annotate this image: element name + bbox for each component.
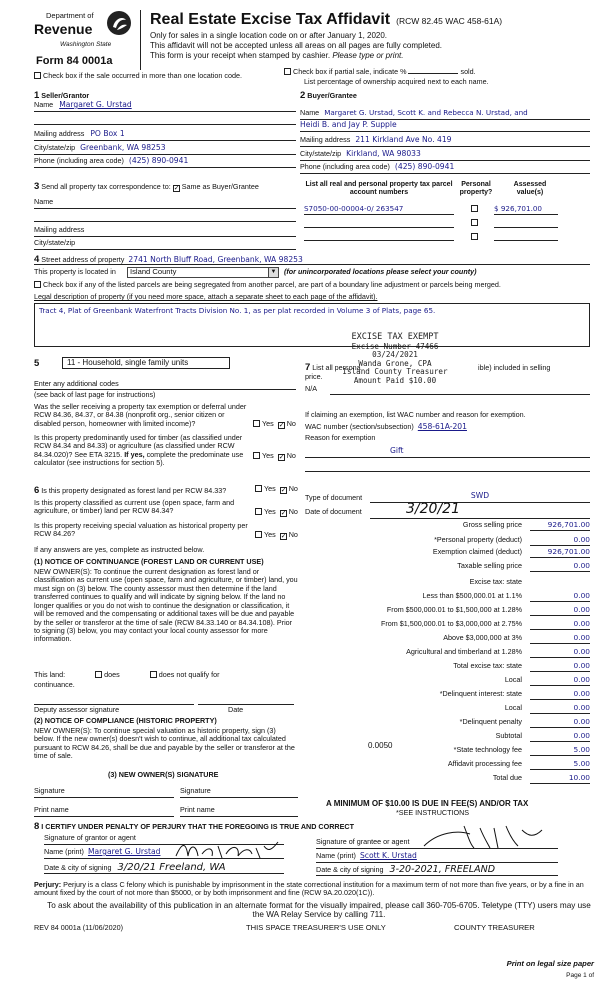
forest-question-text: Is this property designated as forest land per RCW 84.33? <box>41 486 227 495</box>
section-number-6: 6 <box>34 485 40 496</box>
owner-signature-1[interactable] <box>34 787 174 798</box>
wac-note: If claiming an exemption, list WAC number and reason for exemption. <box>305 410 526 419</box>
timber-yes-no <box>253 452 296 461</box>
tax-row <box>300 521 590 533</box>
does-qualify-checkbox[interactable] <box>95 671 102 678</box>
notice-1: Only for sales in a single location code on or after January 1, 2020. <box>150 31 388 40</box>
same-as-buyer-checkbox[interactable]: ✓ <box>173 185 180 192</box>
stamp-line-2: Excise Number 47466 <box>351 341 439 351</box>
grantor-signature-icon <box>172 838 282 862</box>
parcel-row-3[interactable] <box>304 231 454 241</box>
notice-3-italic: Please type or print. <box>332 51 404 60</box>
legal-size-note: Print on legal size paper <box>506 959 594 968</box>
grantor-name-value: Margaret G. Urstad <box>87 847 161 856</box>
doctype-value: SWD <box>470 491 490 500</box>
tax-row <box>300 718 590 730</box>
tax-row-value[interactable]: 0.00 <box>530 648 590 658</box>
owner-signature-2[interactable] <box>180 787 298 798</box>
docdate-field[interactable] <box>370 501 590 519</box>
form-title-text: Real Estate Excise Tax Affidavit <box>150 11 391 28</box>
alt-format-note: To ask about the availability of this publication in an alternate format for the visually impaired, please call 360-705-6705. Teletype (TTY) users may use the WA Relay Service by calling 711. <box>47 901 591 920</box>
tax-row-value[interactable]: 0.00 <box>530 676 590 686</box>
tax-row-value[interactable]: 926,701.00 <box>530 521 590 531</box>
corr-extra-line[interactable] <box>34 214 296 222</box>
tax-row-label: Local <box>504 675 522 684</box>
use-code-value: 11 - Household, single family units <box>67 358 189 367</box>
grantor-signature-label: Signature of grantor or agent <box>44 833 136 842</box>
section-number-2: 2 <box>300 90 306 101</box>
forest-no-label: No <box>288 484 298 493</box>
tax-row-value[interactable]: 5.00 <box>530 746 590 756</box>
tax-row-value[interactable]: 5.00 <box>530 760 590 770</box>
buyer-phone-field[interactable] <box>300 163 590 174</box>
tax-row-value[interactable]: 0.00 <box>530 620 590 630</box>
historic-question: Is this property receiving special valuation as historical property per RCW 84.26? <box>34 521 248 539</box>
parcel-number: S7050-00-00004-0/ 263547 <box>304 204 404 213</box>
seller-mailing-field[interactable] <box>34 130 296 141</box>
grantee-name-field[interactable] <box>316 852 558 863</box>
county-select[interactable] <box>127 267 279 278</box>
chevron-down-icon[interactable]: ▼ <box>268 268 278 277</box>
seller-name-label: Name <box>34 100 54 109</box>
timber-no-checkbox[interactable]: ✓ <box>278 454 285 461</box>
docdate-label: Date of document <box>305 507 362 516</box>
section7-label-tail: ible) included in selling <box>478 363 551 372</box>
timber-question-text: Is this property predominantly used for timber (as classified under RCW 84.34 and 84.33) or agriculture (as classified under RCW 84.34.020)? See ETA 3215. <box>34 433 243 459</box>
exemption-question <box>34 403 249 428</box>
tax-row-label: Above $3,000,000 at 3% <box>443 633 522 642</box>
wac-value: 458-61A-201 <box>417 422 467 431</box>
tax-row-label: Agricultural and timberland at 1.28% <box>406 647 522 656</box>
notice-compliance-heading: (2) NOTICE OF COMPLIANCE (HISTORIC PROPERTY) <box>34 716 217 725</box>
timber-question-bold: If yes, <box>124 449 145 459</box>
partial-sale-tail: sold. <box>460 67 476 76</box>
owner-signature-1-label: Signature <box>34 786 65 795</box>
tax-row <box>300 620 590 632</box>
tax-row <box>300 774 590 786</box>
buyer-mailing-label: Mailing address <box>300 135 351 144</box>
tax-row-value[interactable]: 0.00 <box>530 634 590 644</box>
exemption-yes-no <box>253 420 296 429</box>
tax-row-label: Affidavit processing fee <box>447 759 522 768</box>
historic-yes-checkbox[interactable] <box>255 531 262 538</box>
local-rate: 0.0050 <box>368 741 393 750</box>
assessed-row-3[interactable] <box>494 231 558 241</box>
buyer-city-value: Kirkland, WA 98033 <box>346 149 421 158</box>
doctype-field[interactable] <box>370 492 590 503</box>
corr-name-label: Name <box>34 197 54 206</box>
dept-line3: Washington State <box>60 41 112 48</box>
section-number-1: 1 <box>34 90 40 101</box>
stamp-line-1: EXCISE TAX EXEMPT <box>351 332 439 342</box>
tax-row-label: Total excise tax: state <box>453 661 522 670</box>
legal-description: Tract 4, Plat of Greenbank Waterfront Tracts Division No. 1, as per plat recorded in Volume 3 of Plats, page 65. <box>39 306 436 315</box>
reason-line-2[interactable] <box>305 462 590 472</box>
tax-row-value[interactable]: 0.00 <box>530 562 590 572</box>
grantee-signature-icon <box>418 822 548 852</box>
tax-row-value[interactable]: 0.00 <box>530 732 590 742</box>
partial-sale-label: Check box if partial sale, indicate % <box>293 67 407 76</box>
section7-label: List all persona <box>312 363 361 372</box>
county-row <box>34 268 116 276</box>
historic-no-checkbox[interactable]: ✓ <box>280 533 287 540</box>
same-as-buyer-label: Same as Buyer/Grantee <box>181 182 259 191</box>
buyer-phone-value: (425) 890-0941 <box>394 162 455 171</box>
street-label: Street address of property <box>41 255 125 264</box>
tax-row <box>300 634 590 646</box>
stamp-line-3: 03/24/2021 <box>372 350 418 360</box>
exemption-yes-checkbox[interactable] <box>253 420 260 427</box>
exemption-yes-label: Yes <box>262 419 274 428</box>
county-treasurer: COUNTY TREASURER <box>454 923 535 932</box>
wac-row <box>305 423 467 432</box>
new-owner-signature-heading: (3) NEW OWNER(S) SIGNATURE <box>108 770 219 779</box>
multi-location-check[interactable] <box>34 72 242 80</box>
seller-heading-text: Seller/Grantor <box>41 91 90 100</box>
section-number-8: 8 <box>34 821 40 832</box>
segregated-checkbox[interactable] <box>34 281 41 288</box>
personal-checkbox-2[interactable] <box>471 219 478 226</box>
seller-city-value: Greenbank, WA 98253 <box>80 143 166 152</box>
street-field[interactable] <box>34 254 590 265</box>
section7-price: price. <box>305 372 323 381</box>
current-use-no-label: No <box>288 507 298 516</box>
tax-row-label: *Personal property (deduct) <box>434 535 522 544</box>
certify-heading <box>34 821 354 832</box>
tax-row <box>300 704 590 716</box>
tax-row-label: Less than $500,000.01 at 1.1% <box>422 591 522 600</box>
tax-row-label: *Delinquent interest: state <box>439 689 522 698</box>
corr-city-label: City/state/zip <box>34 238 76 247</box>
grantor-date-field[interactable] <box>44 862 284 874</box>
grantee-date-field[interactable] <box>316 864 558 876</box>
reason-value: Gift <box>390 446 404 455</box>
seller-name-value: Margaret G. Urstad <box>59 100 132 109</box>
perjury-notice <box>34 881 590 898</box>
docdate-value: 3/20/21 <box>406 501 460 517</box>
buyer-name-value-2: Heidi B. and Jay P. Supple <box>300 120 397 129</box>
tax-row-value[interactable]: 0.00 <box>530 690 590 700</box>
section-number-4: 4 <box>34 254 40 265</box>
owner-signature-2-label: Signature <box>180 786 211 795</box>
personal-checkbox-1[interactable] <box>471 205 478 212</box>
tax-row-value[interactable]: 0.00 <box>530 592 590 602</box>
notice-continuance-heading: (1) NOTICE OF CONTINUANCE (FOREST LAND OR CURRENT USE) <box>34 557 264 566</box>
deputy-date-label: Date <box>228 705 244 714</box>
assessed-col-header: Assessed value(s) <box>513 181 547 197</box>
seller-mailing-label: Mailing address <box>34 129 85 138</box>
tax-row-label: Gross selling price <box>462 520 522 529</box>
if-yes-note: If any answers are yes, complete as instructed below. <box>34 545 205 554</box>
qualify-row <box>34 671 220 679</box>
reason-label: Reason for exemption <box>305 433 376 442</box>
does-not-qualify-checkbox[interactable] <box>150 671 157 678</box>
county-note: (for unincorporated locations please select your county) <box>284 267 477 276</box>
owner-print-1-label: Print name <box>34 805 69 814</box>
tax-row <box>300 760 590 772</box>
tax-row <box>300 578 590 590</box>
dor-emblem-icon <box>106 10 132 36</box>
tax-row <box>300 562 590 574</box>
seller-phone-label: Phone (including area code) <box>34 156 124 165</box>
seller-phone-value: (425) 890-0941 <box>128 156 189 165</box>
current-use-question: Is this property classified as current use (open space, farm and agriculture, or timber) land per RCW 84.34? <box>34 498 235 516</box>
owner-print-2[interactable] <box>180 806 298 817</box>
tax-row <box>300 732 590 744</box>
tax-row-value[interactable]: 926,701.00 <box>530 548 590 558</box>
tax-row-value[interactable]: 0.00 <box>530 662 590 672</box>
buyer-name-field-2[interactable] <box>300 121 590 132</box>
tax-row-label: Total due <box>492 773 522 782</box>
tax-row-label: *Delinquent penalty <box>459 717 522 726</box>
tax-row <box>300 606 590 618</box>
section-number-3: 3 <box>34 181 40 192</box>
section7-na: N/A <box>305 384 317 393</box>
forest-yes-label: Yes <box>264 484 276 493</box>
tax-row <box>300 548 590 560</box>
parcel-col-header: List all real and personal property tax parcel account numbers <box>305 181 453 197</box>
form-rcw: (RCW 82.45 WAC 458-61A) <box>396 16 503 26</box>
stamp-line-4: Wanda Grone, CPA <box>358 358 432 368</box>
tax-row <box>300 662 590 674</box>
reason-line[interactable] <box>305 446 590 458</box>
this-land-label: This land: <box>34 670 66 679</box>
buyer-mailing-field[interactable] <box>300 136 590 147</box>
current-use-yes-checkbox[interactable] <box>255 508 262 515</box>
forest-yes-checkbox[interactable] <box>255 485 262 492</box>
parcel-row-2[interactable] <box>304 218 454 228</box>
exemption-no-checkbox[interactable]: ✓ <box>278 422 285 429</box>
county-select-value: Island County <box>130 267 177 276</box>
tax-row <box>300 676 590 688</box>
forest-no-checkbox[interactable]: ✓ <box>280 487 287 494</box>
seller-phone-field[interactable] <box>34 157 296 168</box>
buyer-mailing-value: 211 Kirkland Ave No. 419 <box>355 135 452 144</box>
perjury-text: Perjury is a class C felony which is punishable by imprisonment in the state correctional institution for a maximum term of not more than five years, or by a fine in an amount fixed by the court of not more than $5000, or by both imprisonment and fine (RCW 9A.20.020(1C)). <box>34 880 584 898</box>
tax-row-label: From $1,500,000.01 to $3,000,000 at 2.75% <box>380 619 522 628</box>
historic-yes-no <box>255 531 298 540</box>
partial-sale-check[interactable] <box>284 68 476 76</box>
segregated-check[interactable] <box>34 281 501 289</box>
timber-question-tail: complete the predominate use calculator (see instructions for section 5). <box>34 449 244 468</box>
rev-number: REV 84 0001a (11/06/2020) <box>34 923 123 932</box>
use-code-select[interactable] <box>62 357 230 369</box>
notice-compliance-body: NEW OWNER(S): To continue special valuation as historic property, sign (3) below. If the new owner(s) doesn't wish to continue, all additional tax calculated pursuant to RCW 84.26, shall be due and payable by the seller or transferor at the time of sale. <box>34 726 295 761</box>
certify-heading-text: I CERTIFY UNDER PENALTY OF PERJURY THAT THE FOREGOING IS TRUE AND CORRECT <box>41 822 354 831</box>
correspondence-label: Send all property tax correspondence to: <box>41 182 171 191</box>
tax-row <box>300 746 590 758</box>
assessed-value: $ 926,701.00 <box>494 204 543 213</box>
seller-extra-line[interactable] <box>34 117 296 125</box>
deputy-signature-label: Deputy assessor signature <box>34 705 120 714</box>
tax-row <box>300 690 590 702</box>
tax-row <box>300 648 590 660</box>
section7-line[interactable] <box>330 385 590 395</box>
additional-codes-field[interactable] <box>34 380 296 390</box>
corr-mailing-field[interactable] <box>34 226 296 237</box>
timber-question <box>34 434 249 468</box>
grantor-date-label: Date & city of signing <box>44 863 112 872</box>
grantee-name-value: Scott K. Urstad <box>359 851 417 860</box>
does-label: does <box>104 670 120 679</box>
notice-2: This affidavit will not be accepted unless all areas on all pages are fully completed. <box>150 41 443 50</box>
historic-no-label: No <box>288 530 298 539</box>
timber-no-label: No <box>286 451 296 460</box>
county-label: This property is located in <box>34 267 116 276</box>
doctype-row <box>305 494 362 502</box>
tax-row-value[interactable]: 0.00 <box>530 606 590 616</box>
owner-print-1[interactable] <box>34 806 174 817</box>
current-use-yes-label: Yes <box>264 507 276 516</box>
buyer-name-label: Name <box>300 108 320 117</box>
segregated-label: Check box if any of the listed parcels are being segregated from another parcel, are part of a boundary line adjustment or parcels being merged. <box>43 280 501 289</box>
grantor-name-label: Name (print) <box>44 847 84 856</box>
continuance-label: continuance. <box>34 680 75 689</box>
buyer-name-field[interactable] <box>300 109 590 120</box>
dept-line1: Department of <box>46 11 94 20</box>
partial-sale-sub: List percentage of ownership acquired next to each name. <box>304 77 489 86</box>
corr-city-field[interactable] <box>34 239 296 250</box>
legal-description-box[interactable] <box>34 303 590 347</box>
tax-row-label: Subtotal <box>495 731 522 740</box>
current-use-no-checkbox[interactable]: ✓ <box>280 510 287 517</box>
grantee-name-label: Name (print) <box>316 851 356 860</box>
forest-yes-no <box>255 485 298 494</box>
seller-name-field[interactable] <box>34 101 296 112</box>
grantee-signature-label: Signature of grantee or agent <box>316 837 410 846</box>
owner-print-2-label: Print name <box>180 805 215 814</box>
grantee-date-label: Date & city of signing <box>316 865 384 874</box>
tax-row-label: Local <box>504 703 522 712</box>
correspondence-row <box>34 181 259 192</box>
additional-codes-label: Enter any additional codes <box>34 379 119 388</box>
assessed-row-2[interactable] <box>494 218 558 228</box>
form-title <box>150 11 502 30</box>
buyer-city-field[interactable] <box>300 150 590 161</box>
assessed-row-1[interactable] <box>494 205 558 215</box>
street-value: 2741 North Bluff Road, Greenbank, WA 98253 <box>128 255 303 264</box>
seller-city-label: City/state/zip <box>34 143 76 152</box>
multi-location-label: Check box if the sale occurred in more than one location code. <box>43 71 242 80</box>
minimum-note: A MINIMUM OF $10.00 IS DUE IN FEE(S) AND/OR TAX <box>326 799 529 808</box>
notice-3 <box>150 51 403 60</box>
does-not-label: does not qualify for <box>158 670 220 679</box>
page-number: Page 1 of <box>566 972 594 979</box>
timber-yes-checkbox[interactable] <box>253 452 260 459</box>
buyer-phone-label: Phone (including area code) <box>300 162 390 171</box>
historic-yes-label: Yes <box>264 530 276 539</box>
multi-location-checkbox[interactable] <box>34 72 41 79</box>
corr-name-field[interactable] <box>34 198 296 209</box>
buyer-name-value-1: Margaret G. Urstad, Scott K. and Rebecca N. Urstad, and <box>324 108 528 117</box>
seller-mailing-value: PO Box 1 <box>90 129 125 138</box>
timber-yes-label: Yes <box>262 451 274 460</box>
perjury-bold: Perjury: <box>34 880 62 889</box>
corr-mailing-label: Mailing address <box>34 225 85 234</box>
tax-row-label: From $500,000.01 to $1,500,000 at 1.28% <box>386 605 522 614</box>
notice-3-text: This form is your receipt when stamped by cashier. <box>150 51 331 60</box>
stamp-line-6: Amount Paid $10.00 <box>353 375 437 385</box>
dor-logo <box>34 10 134 54</box>
personal-col-header: Personal property? <box>459 181 493 197</box>
tax-row-label: Taxable selling price <box>457 561 522 570</box>
exemption-no-label: No <box>286 419 296 428</box>
exempt-stamp <box>340 333 450 385</box>
tax-row-label: *State technology fee <box>453 745 522 754</box>
wac-label: WAC number (section/subsection) <box>305 422 414 431</box>
seller-city-field[interactable] <box>34 144 296 155</box>
current-use-yes-no <box>255 508 298 517</box>
grantee-date-value: 3-20-2021, FREELAND <box>389 864 496 875</box>
dept-line2: Revenue <box>34 21 93 37</box>
stamp-line-5: Island County Treasurer <box>342 367 448 377</box>
tax-row-value[interactable]: 0.00 <box>530 704 590 714</box>
section-number-5: 5 <box>34 358 40 369</box>
partial-sale-checkbox[interactable] <box>284 68 291 75</box>
tax-row-value[interactable]: 10.00 <box>530 774 590 784</box>
grantor-date-value: 3/20/21 Freeland, WA <box>117 862 226 873</box>
tax-row-value[interactable]: 0.00 <box>530 718 590 728</box>
form-number: Form 84 0001a <box>36 55 113 67</box>
legal-label: Legal description of property (if you need more space, attach a separate sheet to each page of the affidavit). <box>34 292 378 301</box>
treasurer-use: THIS SPACE TREASURER'S USE ONLY <box>246 923 386 932</box>
buyer-heading <box>300 90 357 101</box>
buyer-heading-text: Buyer/Grantee <box>307 91 357 100</box>
tax-row <box>300 592 590 604</box>
section-number-7: 7 <box>305 362 311 373</box>
forest-question <box>34 485 226 496</box>
doctype-label: Type of document <box>305 493 363 502</box>
see-instructions: *SEE INSTRUCTIONS <box>396 808 470 817</box>
notice-continuance-body: NEW OWNER(S): To continue the current designation as forest land or classification as current use (open space, farm and agriculture, or timber) land, you must sign on (3) below. The county assessor must then determine if the land transferred continues to qualify and will indicate by signing below. If the land no longer qualifies or you do not wish to continue the designation or classification, it will be removed and the compensating or additional taxes will be due and payable by the seller or transferor at the time of sale (RCW 84.33.140 or 84.34.108). Prior to signing (3) below, you may contact your local county assessor for more information. <box>34 567 298 644</box>
buyer-city-label: City/state/zip <box>300 149 342 158</box>
tax-row-value[interactable]: 0.00 <box>530 536 590 546</box>
exemption-question-text: Was the seller receiving a property tax exemption or deferral under RCW 84.36, 84.37, or 84.38 (nonprofit org., senior citizen or disabled person, homeowner with limited income)? <box>34 402 247 428</box>
personal-checkbox-3[interactable] <box>471 233 478 240</box>
tax-row-label: Exemption claimed (deduct) <box>432 547 522 556</box>
parcel-row-1[interactable] <box>304 205 454 215</box>
see-back-note: (see back of last page for instructions) <box>34 390 156 399</box>
tax-row-label: Excise tax: state <box>469 577 522 586</box>
